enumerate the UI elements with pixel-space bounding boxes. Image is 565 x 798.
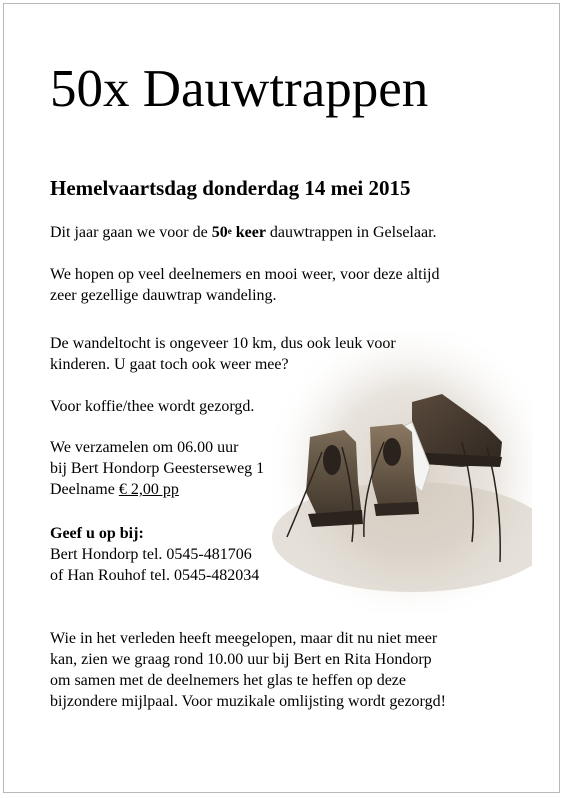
fee-label: Deelname <box>50 481 119 498</box>
hope-paragraph <box>50 264 439 306</box>
intro-text-after: dauwtrappen in Gelselaar. <box>265 224 437 241</box>
intro-count: 50 <box>211 224 228 241</box>
closing-line-4: bijzondere mijlpaal. Voor muzikale omlijsting wordt gezorgd! <box>50 693 446 710</box>
signup-heading: Geef u op bij: <box>50 525 144 542</box>
walk-line-1: De wandeltocht is ongeveer 10 km, dus ook leuk voor <box>50 335 396 352</box>
meeting-time: We verzamelen om 06.00 uur <box>50 439 239 456</box>
closing-paragraph <box>50 628 446 712</box>
fee-value: € 2,00 pp <box>118 481 179 498</box>
page-title: 50x Dauwtrappen <box>50 60 429 118</box>
closing-line-3: om samen met de deelnemers het glas te heffen op deze <box>50 672 407 689</box>
hope-line-1: We hopen op veel deelnemers en mooi weer, voor deze altijd <box>50 266 440 283</box>
hope-line-2: zeer gezellige dauwtrap wandeling. <box>50 287 277 304</box>
signup-paragraph <box>50 523 259 586</box>
meeting-paragraph <box>50 437 264 500</box>
intro-ordinal-suffix: e <box>227 226 232 236</box>
contact-bert: Bert Hondorp tel. 0545-481706 <box>50 546 252 563</box>
coffee-paragraph: Voor koffie/thee wordt gezorgd. <box>50 398 255 415</box>
closing-line-2: kan, zien we graag rond 10.00 uur bij Bert en Rita Hondorp <box>50 651 432 668</box>
walk-paragraph <box>50 333 396 375</box>
event-date-heading: Hemelvaartsdag donderdag 14 mei 2015 <box>50 176 411 200</box>
closing-line-1: Wie in het verleden heeft meegelopen, maar dit nu niet meer <box>50 630 438 647</box>
meeting-location: bij Bert Hondorp Geesterseweg 1 <box>50 460 265 477</box>
walk-line-2: kinderen. U gaat toch ook weer mee? <box>50 356 289 373</box>
participation-fee <box>50 479 264 500</box>
contact-han: of Han Rouhof tel. 0545-482034 <box>50 567 260 584</box>
intro-text-before: Dit jaar gaan we voor de <box>50 224 212 241</box>
intro-keer: keer <box>231 224 266 241</box>
intro-paragraph <box>50 222 437 243</box>
